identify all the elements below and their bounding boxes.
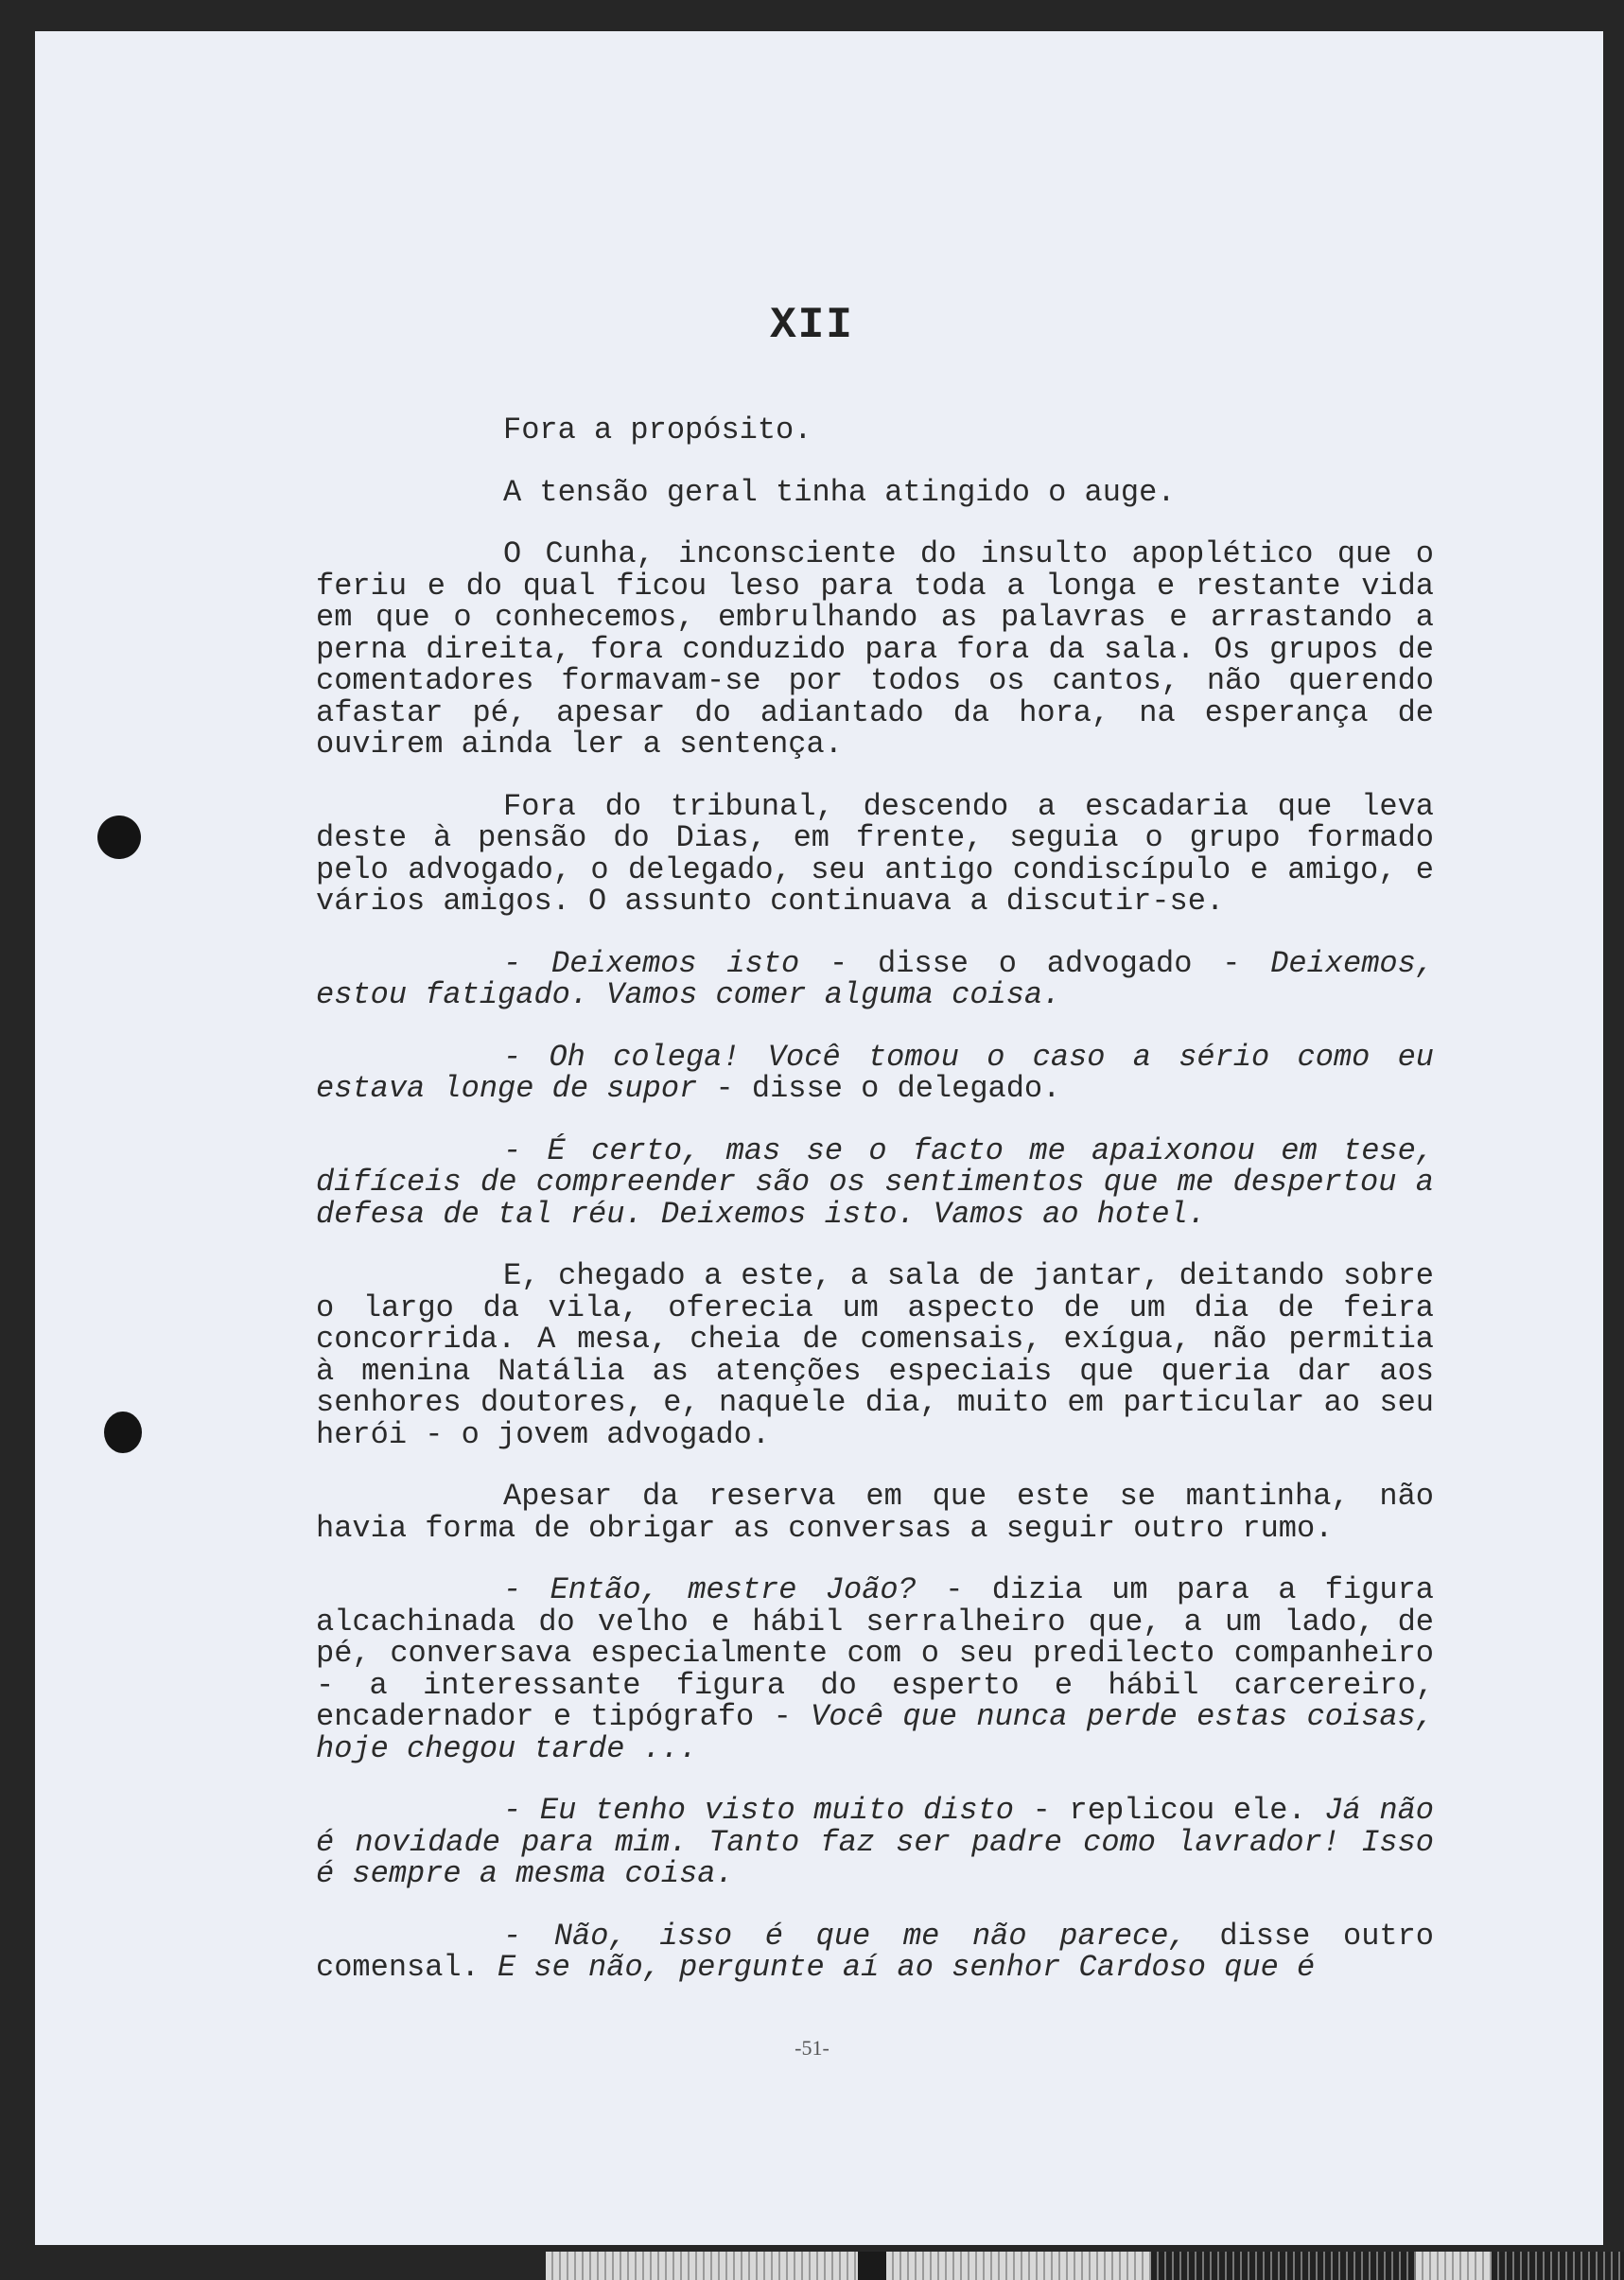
dialogue-paragraph xyxy=(316,945,1435,1012)
dialogue-speech: Deixemos, estou fatigado. Vamos comer alguma coisa. xyxy=(316,945,1435,1012)
dialogue-paragraph xyxy=(316,1574,1434,1764)
paragraph-text: Fora do tribunal, descendo a escadaria que leva deste à pensão do Dias, em frente, seguia o grupo formado pelo advogado, o delegado, seu antigo condiscípulo e amigo, e vários amigos. O assunto continuava a discutir-se. xyxy=(316,788,1434,919)
punch-hole xyxy=(104,1412,142,1453)
dialogue-speech: E se não, pergunte aí ao senhor Cardoso que é xyxy=(498,1950,1316,1985)
narration-text: - dizia um para a figura alcachinada do velho e hábil serralheiro que, a um lado, de pé, conversava especialmente com o seu predilecto companheiro - a interessante figura do esperto e hábil carcereiro, encadernador e tipógrafo - xyxy=(316,1572,1435,1734)
narration-text: - replicou ele. xyxy=(1014,1793,1325,1828)
dialogue-paragraph xyxy=(316,1795,1434,1890)
paragraph-text: Apesar da reserva em que este se mantinha, não havia forma de obrigar as conversas a seguir outro rumo. xyxy=(316,1479,1434,1546)
narration-text: - disse o delegado. xyxy=(697,1071,1061,1106)
scale-ruler xyxy=(546,2252,1624,2280)
narration-text: - disse o advogado - xyxy=(799,945,1271,981)
narration-text: disse outro comensal. xyxy=(316,1918,1435,1985)
ruler-segment xyxy=(1492,2252,1624,2280)
dialogue-paragraph xyxy=(316,1920,1434,1984)
dialogue-speech: Você que nunca perde estas coisas, hoje chegou tarde ... xyxy=(316,1699,1435,1766)
dialogue-speech: - Então, mestre João? xyxy=(503,1572,917,1607)
body-text xyxy=(316,414,1434,2014)
chapter-heading: XII xyxy=(770,301,854,350)
dialogue-speech: - Deixemos isto xyxy=(503,945,800,981)
paragraph xyxy=(316,538,1434,761)
dialogue-speech: - Eu tenho visto muito disto xyxy=(503,1793,1015,1828)
paragraph xyxy=(316,414,1434,447)
page-number: -51- xyxy=(795,2036,829,2060)
ruler-segment xyxy=(858,2252,886,2280)
paragraph-text: Fora a propósito. xyxy=(503,412,812,447)
dialogue-paragraph xyxy=(316,1132,1434,1232)
paragraph-text: E, chegado a este, a sala de jantar, deitando sobre o largo da vila, oferecia um aspecto de um dia de feira concorrida. A mesa, cheia de comensais, exígua, não permitia à menina Natália as atenções especiais que queria dar aos senhores doutores, e, naquele dia, muito em particular ao seu herói - o jovem advogado. xyxy=(316,1258,1434,1452)
dialogue-paragraph xyxy=(316,1039,1434,1106)
dialogue-speech: - Não, isso é que me não parece, xyxy=(503,1918,1187,1954)
punch-hole xyxy=(97,816,141,859)
dialogue-speech: - Oh colega! Você tomou o caso a sério como eu estava longe de supor xyxy=(316,1039,1434,1106)
paragraph xyxy=(316,1481,1434,1544)
paragraph xyxy=(316,1260,1434,1450)
paragraph xyxy=(316,788,1434,919)
paragraph-text: O Cunha, inconsciente do insulto apoplético que o feriu e do qual ficou leso para toda a longa e restante vida em que o conhecemos, embrulhando as palavras e arrastando a perna direita, fora conduzido para fora da sala. Os grupos de comentadores formavam-se por todos os cantos, não querendo afastar pé, apesar do adiantado da hora, na esperança de ouvirem ainda ler a sentença. xyxy=(316,536,1434,762)
paragraph xyxy=(316,474,1434,510)
ruler-segment xyxy=(1151,2252,1416,2280)
dialogue-speech: Já não é novidade para mim. Tanto faz ser padre como lavrador! Isso é sempre a mesma coisa. xyxy=(316,1793,1435,1891)
dialogue-speech: - É certo, mas se o facto me apaixonou em tese, difíceis de compreender são os sentimentos que me despertou a defesa de tal réu. Deixemos isto. Vamos ao hotel. xyxy=(316,1132,1434,1232)
paragraph-text: A tensão geral tinha atingido o auge. xyxy=(503,474,1176,510)
